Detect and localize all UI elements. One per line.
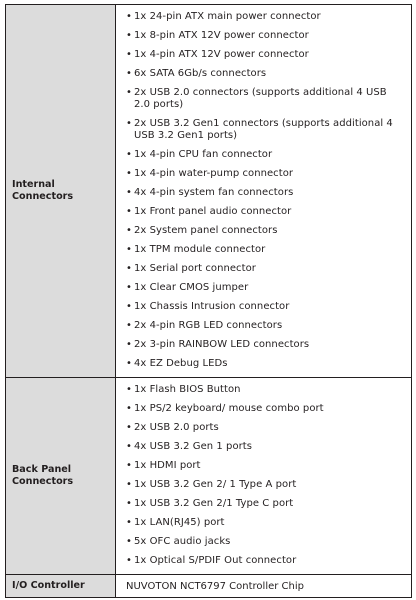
- list-item: • 1x Serial port connector: [126, 263, 256, 274]
- list-item: • 4x USB 3.2 Gen 1 ports: [126, 441, 253, 452]
- list-item: • 6x SATA 6Gb/s connectors: [126, 68, 267, 79]
- list-item: • 2x USB 2.0 ports: [126, 422, 219, 433]
- list-item: • 1x HDMI port: [126, 460, 201, 471]
- list-item: • 1x Flash BIOS Button: [126, 384, 241, 395]
- list-item: • 2x 4-pin RGB LED connectors: [126, 320, 283, 331]
- list-item: • 1x LAN(RJ45) port: [126, 517, 225, 528]
- list-item: • 5x OFC audio jacks: [126, 536, 231, 547]
- list-item: • 2x USB 3.2 Gen1 connectors (supports additional 4 USB 3.2 Gen1 ports): [126, 118, 393, 141]
- list-item: • 1x PS/2 keyboard/ mouse combo port: [126, 403, 324, 414]
- list-item: • 1x 24-pin ATX main power connector: [126, 11, 321, 22]
- list-item: • 1x Front panel audio connector: [126, 206, 292, 217]
- list-item: • 2x USB 2.0 connectors (supports additional 4 USB 2.0 ports): [126, 87, 387, 110]
- spec-table: [5, 4, 412, 598]
- row-label: Back Panel Connectors: [6, 378, 116, 575]
- list-item: • 2x 3-pin RAINBOW LED connectors: [126, 339, 310, 350]
- row-back-panel-connectors: [6, 378, 412, 575]
- list-item: • 1x USB 3.2 Gen 2/1 Type C port: [126, 498, 294, 509]
- list-item: • 1x Optical S/PDIF Out connector: [126, 555, 297, 566]
- row-internal-connectors: [6, 5, 412, 378]
- internal-connectors-list: [126, 8, 405, 374]
- row-value: NUVOTON NCT6797 Controller Chip: [116, 575, 412, 598]
- list-item: • 4x EZ Debug LEDs: [126, 358, 228, 369]
- list-item: • 1x 4-pin ATX 12V power connector: [126, 49, 309, 60]
- back-panel-connectors-list: [126, 381, 405, 571]
- list-item: • 4x 4-pin system fan connectors: [126, 187, 294, 198]
- list-item: • 1x 4-pin water-pump connector: [126, 168, 294, 179]
- row-io-controller: [6, 575, 412, 598]
- list-item: • 2x System panel connectors: [126, 225, 278, 236]
- list-item: • 1x TPM module connector: [126, 244, 266, 255]
- list-item: • 1x Clear CMOS jumper: [126, 282, 249, 293]
- list-item: • 1x 8-pin ATX 12V power connector: [126, 30, 309, 41]
- list-item: • 1x Chassis Intrusion connector: [126, 301, 290, 312]
- list-item: • 1x USB 3.2 Gen 2/ 1 Type A port: [126, 479, 297, 490]
- list-item: • 1x 4-pin CPU fan connector: [126, 149, 273, 160]
- row-label: I/O Controller: [6, 575, 116, 598]
- row-label: Internal Connectors: [6, 5, 116, 378]
